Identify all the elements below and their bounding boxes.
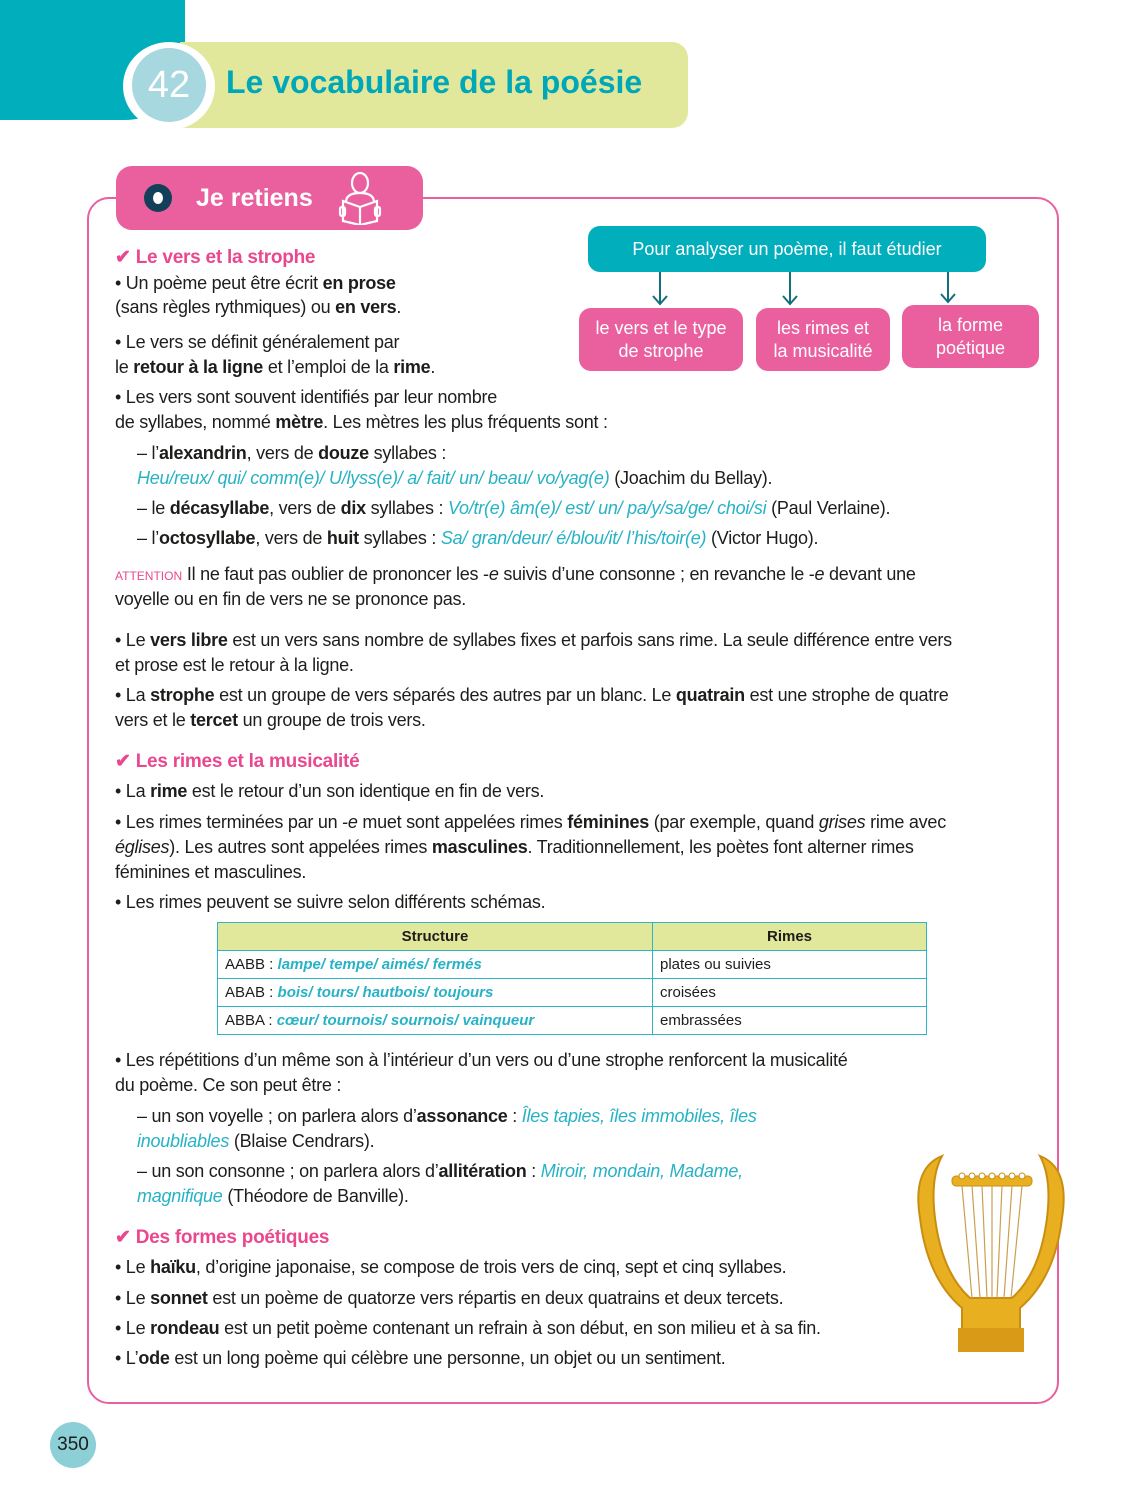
text-line bbox=[115, 272, 396, 294]
text: est un vers sans nombre de syllabes fixes et parfois sans rime. La seule différence entre vers bbox=[227, 630, 952, 650]
text-line bbox=[137, 497, 890, 519]
text-line bbox=[137, 1130, 374, 1152]
text: – l’ bbox=[137, 443, 160, 463]
text: est le retour d’un son identique en fin de vers. bbox=[187, 781, 545, 801]
text: ). Les autres sont appelées rimes bbox=[169, 837, 432, 857]
bold-term: ode bbox=[138, 1348, 170, 1368]
table-row: ABAB : bois/ tours/ hautbois/ toujours croisées bbox=[218, 979, 927, 1007]
heading-text: ✔ Les rimes et la musicalité bbox=[115, 751, 360, 772]
rhyme-table bbox=[217, 922, 927, 1035]
bold-term: quatrain bbox=[675, 685, 745, 705]
text: est un petit poème contenant un refrain à son début, en son milieu et à sa fin. bbox=[219, 1318, 821, 1338]
bold-term: en vers bbox=[335, 297, 397, 317]
text: • Le bbox=[115, 1288, 151, 1308]
bold-term: retour à la ligne bbox=[133, 357, 264, 377]
text: le bbox=[115, 357, 134, 377]
text-line bbox=[137, 467, 772, 489]
bold-term: féminines bbox=[567, 812, 650, 832]
text: féminines et masculines. bbox=[115, 862, 307, 882]
bold-term: rime bbox=[150, 781, 188, 801]
text: devant une bbox=[824, 564, 916, 584]
text-line bbox=[137, 1105, 757, 1127]
arrow-icon bbox=[653, 272, 667, 304]
text: • Le bbox=[115, 1257, 151, 1277]
text-line bbox=[115, 1256, 786, 1278]
text: • La bbox=[115, 685, 151, 705]
text: est une strophe de quatre bbox=[744, 685, 949, 705]
bold-term: haïku bbox=[150, 1257, 196, 1277]
bold-term: alexandrin bbox=[159, 443, 247, 463]
text-line bbox=[115, 1347, 726, 1369]
text: (sans règles rythmiques) ou bbox=[115, 297, 336, 317]
text: • Les rimes peuvent se suivre selon différents schémas. bbox=[115, 892, 546, 912]
text: voyelle ou en fin de vers ne se prononce pas. bbox=[115, 589, 466, 609]
text: . bbox=[430, 357, 436, 377]
example-quote: Miroir, mondain, Madame, bbox=[540, 1161, 743, 1181]
text-line bbox=[115, 780, 544, 802]
section-tab-label: Je retiens bbox=[196, 183, 313, 212]
italic-text: églises bbox=[115, 837, 170, 857]
bold-term: masculines bbox=[431, 837, 528, 857]
italic-text: e bbox=[488, 564, 499, 584]
text: syllabes : bbox=[368, 443, 447, 463]
text: un groupe de trois vers. bbox=[237, 710, 426, 730]
text: : bbox=[507, 1106, 522, 1126]
text-line bbox=[115, 1074, 341, 1096]
example-quote: Heu/reux/ qui/ comm(e)/ U/lyss(e)/ a/ fait/ un/ beau/ vo/yag(e) bbox=[137, 468, 610, 488]
text: rime avec bbox=[865, 812, 946, 832]
text: . Traditionnellement, les poètes font alterner rimes bbox=[527, 837, 914, 857]
text: , vers de bbox=[255, 528, 327, 548]
text: Il ne faut pas oublier de prononcer les - bbox=[182, 564, 489, 584]
text: syllabes : bbox=[365, 498, 448, 518]
chapter-number: 42 bbox=[132, 48, 206, 122]
text: , d’origine japonaise, se compose de trois vers de cinq, sept et cinq syllabes. bbox=[195, 1257, 787, 1277]
italic-text: grises bbox=[818, 812, 866, 832]
text-line bbox=[115, 811, 946, 833]
text-line bbox=[137, 1185, 409, 1207]
text: • Les vers sont souvent identifiés par leur nombre bbox=[115, 387, 498, 407]
diagram-box-vers: le vers et le type de strophe bbox=[579, 308, 743, 371]
text: • La bbox=[115, 781, 151, 801]
text: (Théodore de Banville). bbox=[222, 1186, 409, 1206]
diagram-header: Pour analyser un poème, il faut étudier bbox=[588, 226, 986, 272]
text: est un long poème qui célèbre une personne, un objet ou un sentiment. bbox=[169, 1348, 726, 1368]
italic-text: e bbox=[814, 564, 825, 584]
bold-term: sonnet bbox=[150, 1288, 208, 1308]
text: : bbox=[526, 1161, 541, 1181]
text: . bbox=[396, 297, 402, 317]
section-heading bbox=[115, 750, 359, 773]
text: . Les mètres les plus fréquents sont : bbox=[323, 412, 608, 432]
bold-term: rime bbox=[393, 357, 431, 377]
diagram-box-forme: la forme poétique bbox=[902, 305, 1039, 368]
bold-term: rondeau bbox=[150, 1318, 220, 1338]
text: • Le bbox=[115, 630, 151, 650]
table-header: Structure bbox=[218, 923, 653, 951]
page-number: 350 bbox=[50, 1422, 96, 1468]
text: muet sont appelées rimes bbox=[357, 812, 568, 832]
text-line bbox=[115, 891, 545, 913]
example-quote: magnifique bbox=[137, 1186, 223, 1206]
text: • Le bbox=[115, 1318, 151, 1338]
text-line bbox=[137, 442, 446, 464]
text-line bbox=[115, 411, 608, 433]
text-line bbox=[137, 527, 818, 549]
section-heading bbox=[115, 246, 315, 269]
text-line bbox=[115, 331, 399, 353]
text-line bbox=[115, 629, 952, 651]
text-line bbox=[115, 709, 426, 731]
text: • Le vers se définit généralement par bbox=[115, 332, 400, 352]
text: du poème. Ce son peut être : bbox=[115, 1075, 342, 1095]
lyre-icon bbox=[912, 1148, 1070, 1356]
text-line bbox=[115, 296, 401, 318]
text: (Blaise Cendrars). bbox=[229, 1131, 375, 1151]
diagram-box-rimes: les rimes et la musicalité bbox=[756, 308, 890, 371]
text: vers et le bbox=[115, 710, 191, 730]
text: • Les rimes terminées par un - bbox=[115, 812, 348, 832]
text: – un son consonne ; on parlera alors d’ bbox=[137, 1161, 439, 1181]
bold-term: tercet bbox=[190, 710, 238, 730]
heading-text: ✔ Des formes poétiques bbox=[115, 1227, 330, 1248]
attention-label: ATTENTION bbox=[115, 569, 183, 583]
page-title: Le vocabulaire de la poésie bbox=[226, 64, 643, 100]
text: suivis d’une consonne ; en revanche le - bbox=[498, 564, 815, 584]
text-line bbox=[115, 1049, 847, 1071]
text: (par exemple, quand bbox=[649, 812, 819, 832]
bold-term: décasyllabe bbox=[169, 498, 270, 518]
text-line bbox=[115, 684, 949, 706]
text: (Joachim du Bellay). bbox=[609, 468, 773, 488]
text: (Victor Hugo). bbox=[706, 528, 819, 548]
text: , vers de bbox=[269, 498, 341, 518]
bold-term: allitération bbox=[438, 1161, 527, 1181]
arrow-icon bbox=[941, 272, 955, 302]
example-quote: Sa/ gran/deur/ é/blou/it/ l’his/toir(e) bbox=[440, 528, 707, 548]
bold-term: dix bbox=[340, 498, 366, 518]
text: est un groupe de vers séparés des autres par un blanc. Le bbox=[214, 685, 676, 705]
example-quote: Îles tapies, îles immobiles, îles bbox=[521, 1106, 757, 1126]
text: (Paul Verlaine). bbox=[766, 498, 891, 518]
text: est un poème de quatorze vers répartis en deux quatrains et deux tercets. bbox=[207, 1288, 784, 1308]
bold-term: en prose bbox=[322, 273, 396, 293]
text: • Les répétitions d’un même son à l’intérieur d’un vers ou d’une strophe renforcent la musicalité bbox=[115, 1050, 848, 1070]
arrow-icon bbox=[783, 272, 797, 304]
text: • Un poème peut être écrit bbox=[115, 273, 323, 293]
example-quote: Vo/tr(e) âm(e)/ est/ un/ pa/y/sa/ge/ choi/si bbox=[447, 498, 767, 518]
text-line bbox=[115, 861, 306, 883]
text: – l’ bbox=[137, 528, 160, 548]
table-row: AABB : lampe/ tempe/ aimés/ fermés plates ou suivies bbox=[218, 951, 927, 979]
table-header: Rimes bbox=[653, 923, 927, 951]
bold-term: mètre bbox=[275, 412, 324, 432]
section-heading bbox=[115, 1226, 329, 1249]
text: – un son voyelle ; on parlera alors d’ bbox=[137, 1106, 417, 1126]
text: , vers de bbox=[246, 443, 319, 463]
italic-text: e bbox=[347, 812, 358, 832]
text-line bbox=[115, 386, 497, 408]
bold-term: vers libre bbox=[150, 630, 228, 650]
bold-term: huit bbox=[326, 528, 359, 548]
text: syllabes : bbox=[358, 528, 441, 548]
text-line bbox=[115, 588, 466, 610]
text-line bbox=[115, 1287, 783, 1309]
table-row: ABBA : cœur/ tournois/ sournois/ vainqueur embrassées bbox=[218, 1007, 927, 1035]
text: – le bbox=[137, 498, 170, 518]
bold-term: douze bbox=[318, 443, 369, 463]
heading-text: ✔ Le vers et la strophe bbox=[115, 247, 316, 268]
text: et l’emploi de la bbox=[263, 357, 394, 377]
text-line bbox=[115, 563, 916, 587]
bold-term: octosyllabe bbox=[159, 528, 256, 548]
text: • L’ bbox=[115, 1348, 139, 1368]
text: et prose est le retour à la ligne. bbox=[115, 655, 354, 675]
bold-term: strophe bbox=[150, 685, 215, 705]
example-quote: inoubliables bbox=[137, 1131, 230, 1151]
text-line bbox=[115, 654, 354, 676]
text: de syllabes, nommé bbox=[115, 412, 276, 432]
text-line bbox=[115, 1317, 821, 1339]
text-line bbox=[137, 1160, 743, 1182]
bold-term: assonance bbox=[416, 1106, 508, 1126]
text-line bbox=[115, 836, 914, 858]
text-line bbox=[115, 356, 435, 378]
